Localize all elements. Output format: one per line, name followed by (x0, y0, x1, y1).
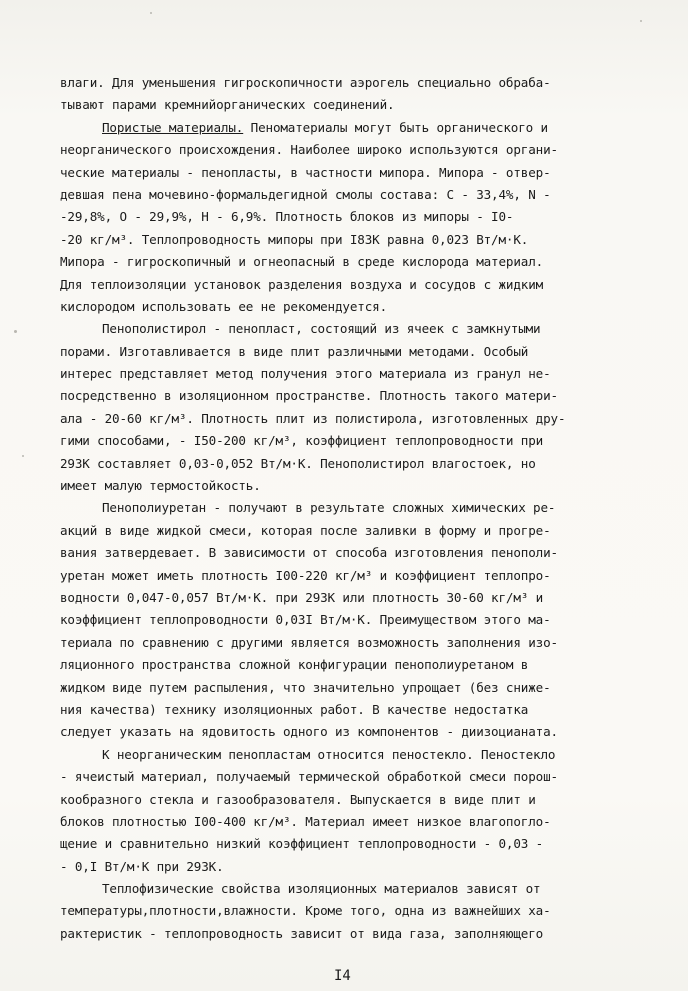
text-line: вания затвердевает. В зависимости от способа изготовления пенополи- (60, 545, 558, 561)
scan-speck (150, 12, 152, 14)
scan-speck (640, 20, 642, 22)
text-line: кообразного стекла и газообразователя. Выпускается в виде плит и (60, 791, 536, 807)
text-line: влаги. Для уменьшения гигроскопичности аэрогель специально обраба- (60, 75, 551, 90)
text-line: имеет малую термостойкость. (60, 478, 261, 494)
text-line: -20 кг/м³. Теплопроводность мипоры при I83К равна 0,023 Вт/м·К. (60, 231, 529, 247)
text-line: девшая пена мочевино-формальдегидной смолы состава: С - 33,4%, N - (60, 186, 551, 202)
text-line: щение и сравнительно низкий коэффициент теплопроводности - 0,03 - (60, 836, 544, 852)
scan-speck (22, 455, 24, 457)
scan-speck (14, 330, 17, 333)
text-line: Теплофизические свойства изоляционных материалов зависят от (102, 881, 541, 897)
text-line: жидком виде путем распыления, что значительно упрощает (без сниже- (60, 679, 551, 695)
text-line-rest: Пеноматериалы могут быть органического и (243, 119, 548, 135)
section-heading: Пористые материалы. (102, 119, 244, 135)
text-line: тывают парами кремнийорганических соединений. (60, 97, 395, 113)
text-line: - 0,I Вт/м·К при 293К. (60, 858, 224, 874)
text-line: кислородом использовать ее не рекомендуется. (60, 298, 388, 314)
text-line: Для теплоизоляции установок разделения воздуха и сосудов с жидким (60, 276, 544, 292)
text-line: интерес представляет метод получения этого материала из гранул не- (60, 366, 551, 382)
text-line: акций в виде жидкой смеси, которая после заливки в форму и прогре- (60, 522, 551, 538)
text-line: ческие материалы - пенопласты, в частности мипора. Мипора - отвер- (60, 164, 551, 180)
text-line: ляционного пространства сложной конфигурации пенополиуретаном в (60, 657, 529, 673)
text-line: посредственно в изоляционном пространстве. Плотность такого матери- (60, 388, 558, 404)
text-line: ния качества) технику изоляционных работ. В качестве недостатка (60, 701, 529, 717)
text-line: териала по сравнению с другими является возможность заполнения изо- (60, 634, 558, 650)
text-line: Пенополиуретан - получают в результате сложных химических ре- (102, 500, 556, 516)
text-line: порами. Изготавливается в виде плит различными методами. Особый (60, 343, 529, 359)
text-line: температуры,плотности,влажности. Кроме того, одна из важнейших ха- (60, 903, 551, 919)
page-number: I4 (334, 968, 351, 984)
text-line (60, 117, 652, 139)
text-line: неорганического происхождения. Наиболее широко используются органи- (60, 142, 558, 158)
text-line: К неорганическим пенопластам относится пеностекло. Пеностекло (102, 746, 556, 762)
text-line: блоков плотностью I00-400 кг/м³. Материал имеет низкое влагопогло- (60, 813, 551, 829)
text-line: уретан может иметь плотность I00-220 кг/м³ и коэффициент теплопро- (60, 567, 551, 583)
text-line: водности 0,047-0,057 Вт/м·К. при 293К или плотность 30-60 кг/м³ и (60, 589, 544, 605)
text-line: -29,8%, О - 29,9%, Н - 6,9%. Плотность блоков из мипоры - I0- (60, 209, 514, 225)
text-line: рактеристик - теплопроводность зависит от вида газа, заполняющего (60, 925, 544, 941)
text-line: Пенополистирол - пенопласт, состоящий из ячеек с замкнутыми (102, 321, 541, 337)
text-line: гими способами, - I50-200 кг/м³, коэффициент теплопроводности при (60, 433, 544, 449)
text-line: - ячеистый материал, получаемый термической обработкой смеси порош- (60, 769, 558, 785)
body-text (60, 72, 652, 945)
text-line: Мипора - гигроскопичный и огнеопасный в среде кислорода материал. (60, 254, 544, 270)
text-line: коэффициент теплопроводности 0,03I Вт/м·К. Преимуществом этого ма- (60, 612, 551, 628)
text-line: ала - 20-60 кг/м³. Плотность плит из полистирола, изготовленных дру- (60, 410, 566, 426)
text-line: 293К составляет 0,03-0,052 Вт/м·К. Пенополистирол влагостоек, но (60, 455, 536, 471)
text-line: следует указать на ядовитость одного из компонентов - диизоцианата. (60, 724, 558, 740)
